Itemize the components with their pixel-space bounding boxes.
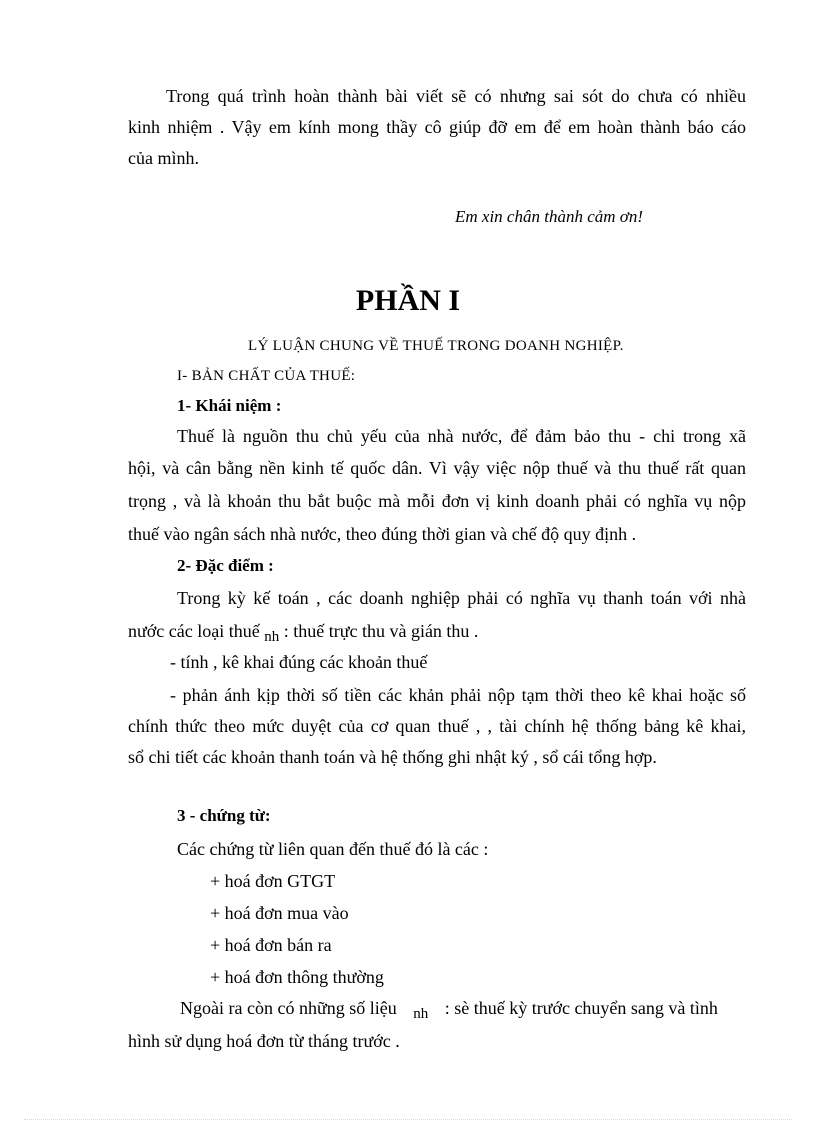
intro-line-2: kinh nhiệm . Vậy em kính mong thầy cô giúp đỡ em để em hoàn thành báo cáo — [128, 117, 746, 137]
s3-last-line-1 — [180, 997, 718, 1021]
s2-line-2 — [128, 620, 478, 644]
s3-item-2: + hoá đơn mua vào — [210, 903, 349, 923]
part-subtitle: LÝ LUẬN CHUNG VỀ THUẾ TRONG DOANH NGHIỆP. — [248, 338, 624, 354]
s3-item-1: + hoá đơn GTGT — [210, 871, 336, 891]
s2-line-2-text-b: : thuế trực thu và gián thu . — [283, 621, 479, 641]
s2-line-4: - phản ánh kịp thời số tiền các khản phải nộp tạm thời theo kê khai hoặc số — [170, 685, 746, 705]
closing-thanks: Em xin chân thành cảm ơn! — [455, 207, 644, 226]
s3-last-line-2: hình sử dụng hoá đơn từ tháng trước . — [128, 1031, 400, 1051]
s3-last-sub: nh — [413, 1006, 429, 1022]
s1-line-2: hội, và cân bằng nền kinh tế quốc dân. Vì vậy việc nộp thuế và thu thuế rất quan — [128, 458, 746, 478]
s1-line-3: trọng , và là khoản thu bắt buộc mà mỗi đơn vị kinh doanh phải có nghĩa vụ nộp — [128, 491, 746, 511]
heading-khai-niem: 1- Khái niệm : — [177, 396, 282, 415]
s2-line-2-sub: nh — [264, 629, 280, 645]
s3-last-text-b: : sè thuế kỳ trước chuyển sang và tình — [444, 998, 718, 1018]
s2-line-2-text-a: nước các loại thuế — [128, 621, 260, 641]
s2-line-5: chính thức theo mức duyệt của cơ quan thuế , , tài chính hệ thống bảng kê khai, — [128, 716, 746, 736]
s3-item-3: + hoá đơn bán ra — [210, 935, 332, 955]
s2-line-3: - tính , kê khai đúng các khoản thuế — [170, 652, 428, 672]
section-heading: I- BẢN CHẤT CỦA THUẾ: — [177, 368, 356, 384]
s3-last-text-a: Ngoài ra còn có những số liệu — [180, 998, 397, 1018]
s3-intro: Các chứng từ liên quan đến thuế đó là các : — [177, 839, 489, 859]
s2-line-1: Trong kỳ kế toán , các doanh nghiệp phải có nghĩa vụ thanh toán với nhà — [177, 588, 746, 608]
s1-line-1: Thuế là nguồn thu chủ yếu của nhà nước, để đảm bảo thu - chi trong xã — [177, 426, 746, 446]
heading-dac-diem: 2- Đặc điểm : — [177, 556, 274, 575]
heading-chung-tu: 3 - chứng từ: — [177, 806, 271, 825]
s3-item-4: + hoá đơn thông thường — [210, 967, 384, 987]
page-bottom-divider — [24, 1119, 792, 1120]
intro-line-3: của mình. — [128, 148, 199, 168]
part-title: PHẦN I — [355, 284, 461, 317]
intro-line-1: Trong quá trình hoàn thành bài viết sẽ có nhưng sai sót do chưa có nhiều — [166, 86, 746, 106]
s2-line-6: sổ chi tiết các khoản thanh toán và hệ thống ghi nhật ký , sổ cái tổng hợp. — [128, 747, 657, 767]
s1-line-4: thuế vào ngân sách nhà nước, theo đúng thời gian và chế độ quy định . — [128, 524, 637, 544]
